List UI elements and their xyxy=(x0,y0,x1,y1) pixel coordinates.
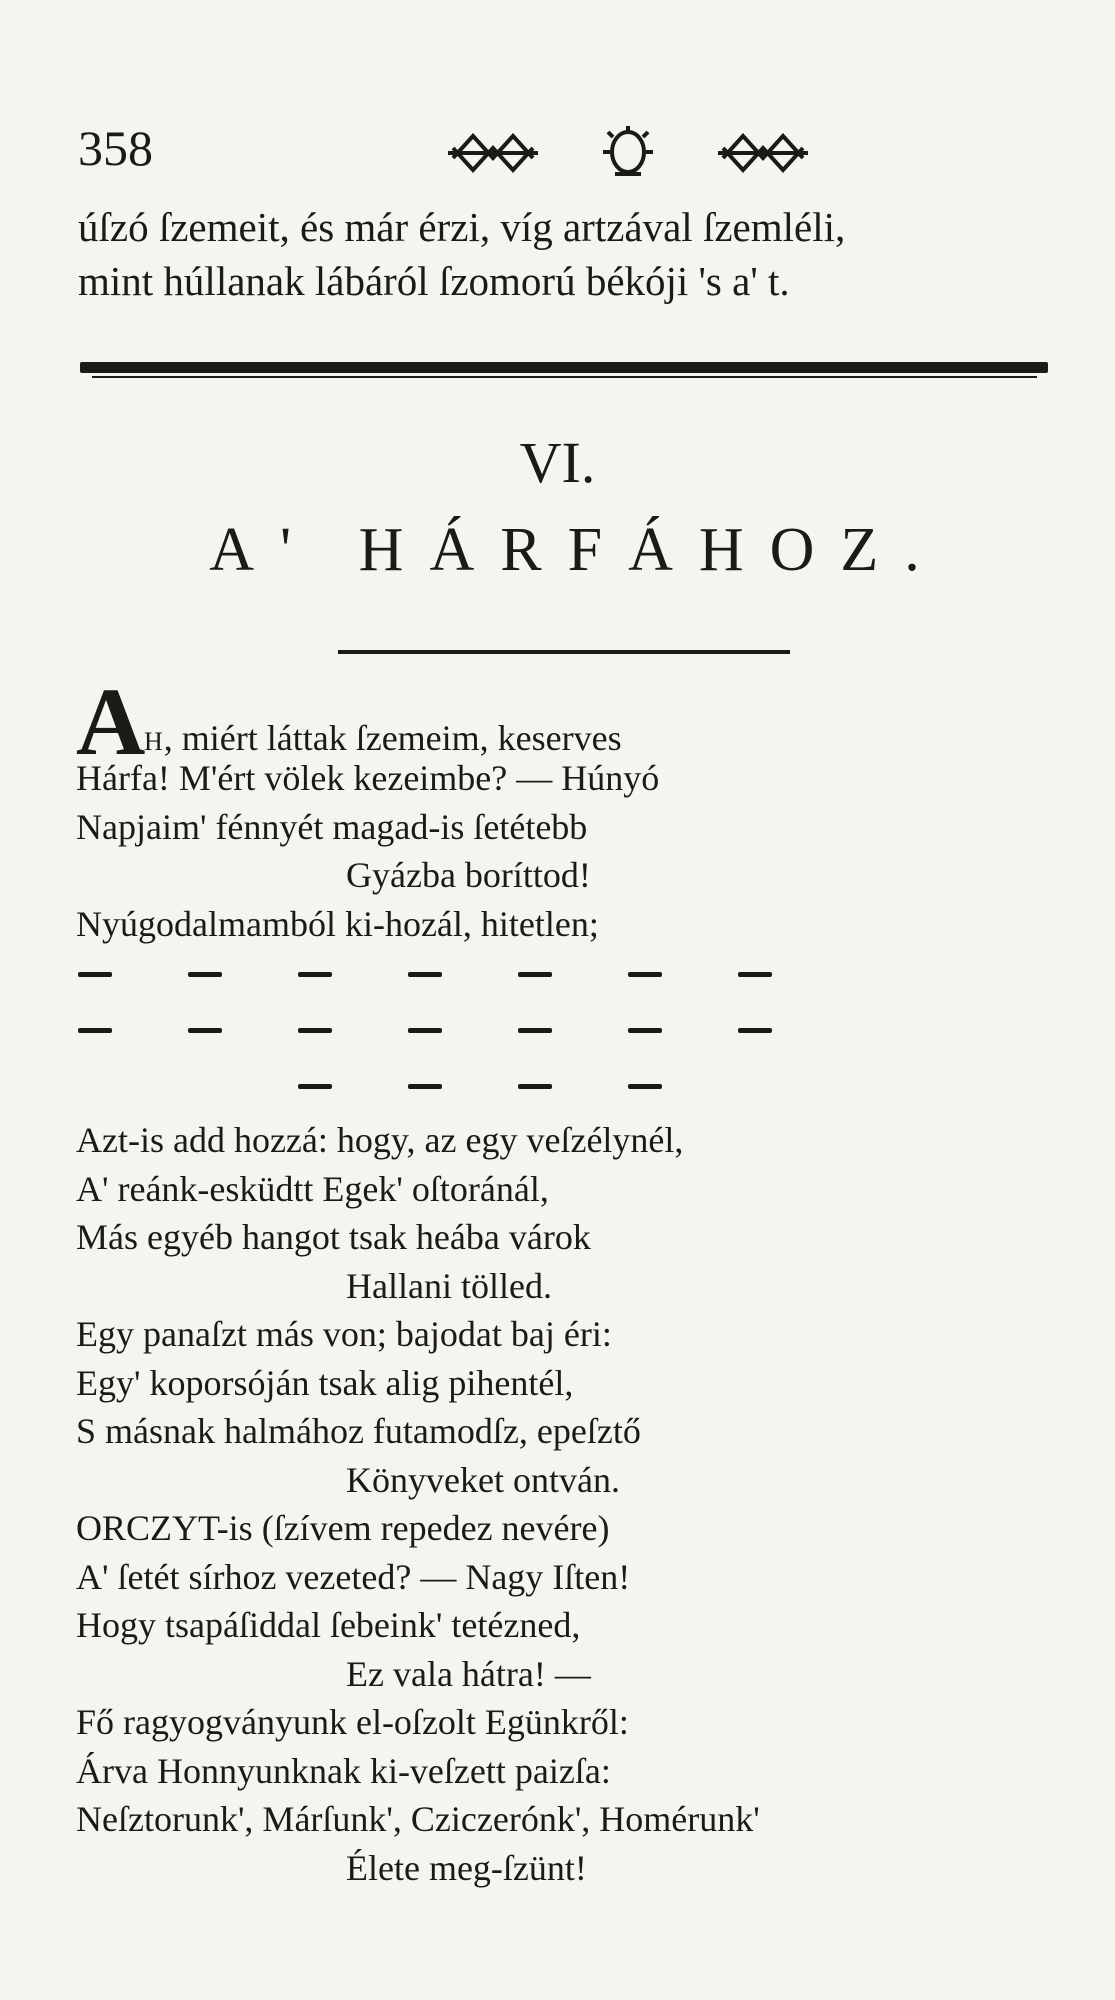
poem-line: Napjaim' fénnyét magad-is ſetétebb xyxy=(76,806,588,847)
poem-line: S másnak halmához futamodſz, epeſztő xyxy=(76,1411,641,1451)
poem-line: Egy' koporsóján tsak alig pihentél, xyxy=(76,1362,574,1403)
continued-text xyxy=(78,200,1068,308)
poem-line: ORCZYT-is (ſzívem repedez nevére) xyxy=(76,1508,610,1548)
continued-text-line: mint húllanak lábáról ſzomorú békóji 's a' t. xyxy=(78,258,790,304)
poem-line: Nyúgodalmamból ki-hozál, hitetlen; xyxy=(76,903,599,944)
omission-dash xyxy=(738,972,772,977)
first-line-text xyxy=(144,714,622,766)
continued-text-line: úſzó ſzemeit, és már érzi, víg artzával ſzemléli, xyxy=(78,204,846,250)
poem-line: Azt-is add hozzá: hogy, az egy veſzélynél, xyxy=(76,1120,684,1160)
poem-line: Árva Honnyunknak ki-veſzett paizſa: xyxy=(76,1750,611,1791)
omission-dash xyxy=(518,1084,552,1089)
drop-cap: A xyxy=(76,668,146,775)
poem-line: Ez vala hátra! — xyxy=(346,1653,591,1694)
ellipsis-dashes-row xyxy=(76,948,1076,1004)
poem-line: Egy panaſzt más von; bajodat baj éri: xyxy=(76,1314,612,1354)
poem-first-line xyxy=(76,668,1076,775)
ellipsis-dashes-row xyxy=(76,1060,1076,1116)
poem-line: Élete meg-ſzünt! xyxy=(346,1847,587,1888)
first-line-smallcaps: H xyxy=(144,727,164,756)
omission-dash xyxy=(518,1028,552,1033)
omission-dash xyxy=(78,972,112,977)
poem-line: Fő ragyogványunk el-oſzolt Egünkről: xyxy=(76,1702,629,1742)
omission-dash xyxy=(298,1028,332,1033)
title-rule xyxy=(338,650,790,654)
omission-dash xyxy=(738,1028,772,1033)
omission-dash xyxy=(408,1084,442,1089)
omission-dash xyxy=(188,972,222,977)
poem-line: Hallani tölled. xyxy=(346,1265,552,1306)
section-number: VI. xyxy=(519,430,596,495)
omission-dash xyxy=(628,1084,662,1089)
page-header xyxy=(78,118,1038,188)
omission-dash xyxy=(188,1028,222,1033)
omission-dash xyxy=(298,1084,332,1089)
omission-dash xyxy=(518,972,552,977)
poem-line: Hogy tsapáſiddal ſebeink' tetézned, xyxy=(76,1605,581,1645)
poem-line: Hárfa! M'ért völek kezeimbe? — Húnyó xyxy=(76,758,660,798)
omission-dash xyxy=(78,1028,112,1033)
first-line-rest: , miért láttak ſzemeim, keserves xyxy=(163,718,622,758)
omission-dash xyxy=(628,972,662,977)
omission-dash xyxy=(298,972,332,977)
section-divider-thick xyxy=(80,362,1048,373)
section-title: A' HÁRFÁHOZ. xyxy=(209,516,946,584)
poem-line: Neſztorunk', Márſunk', Cziczerónk', Homérunk' xyxy=(76,1799,760,1839)
omission-dash xyxy=(408,972,442,977)
poem-line: Gyázba boríttod! xyxy=(346,855,591,895)
page-number: 358 xyxy=(78,120,153,176)
ellipsis-dashes-row xyxy=(76,1004,1076,1060)
poem-line: A' reánk-esküdtt Egek' oſtoránál, xyxy=(76,1168,549,1209)
omission-dash xyxy=(408,1028,442,1033)
poem-line: Könyveket ontván. xyxy=(346,1459,620,1500)
poem xyxy=(76,668,1076,1892)
header-ornament-icon xyxy=(443,118,813,180)
section-divider-thin xyxy=(92,376,1037,378)
poem-line: A' ſetét sírhoz vezeted? — Nagy Iſten! xyxy=(76,1556,631,1597)
omission-dash xyxy=(628,1028,662,1033)
poem-line: Más egyéb hangot tsak heába várok xyxy=(76,1217,591,1257)
